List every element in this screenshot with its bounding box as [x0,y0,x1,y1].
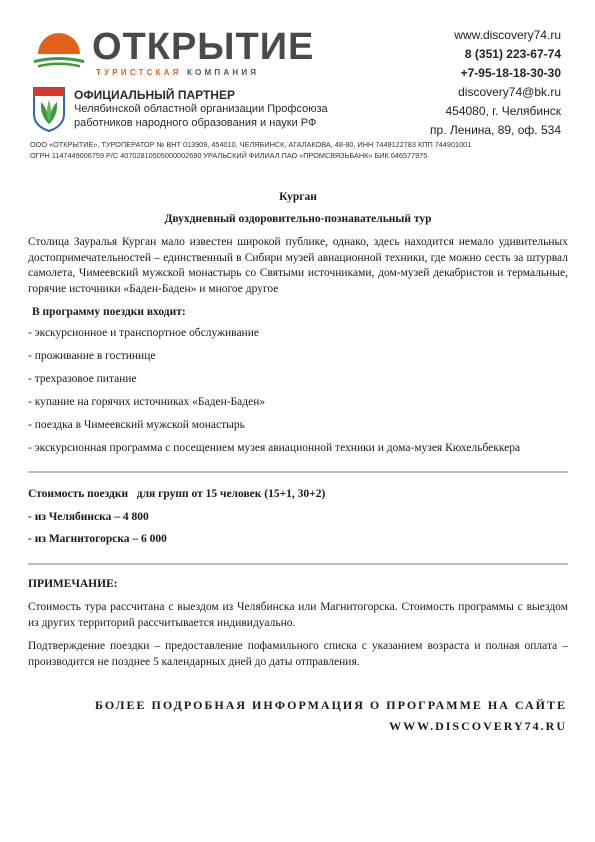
company-logo [30,24,330,82]
program-item: - экскурсионная программа с посещением музея авиационной техники и дома-музея Кюхельбеккера [28,442,521,454]
note-paragraph-2: Подтверждение поездки – предоставление пофамильного списка с указанием возраста и полная оплата – производится не позднее 5 календарных дней до даты отправления. [28,640,568,668]
footer-website-link[interactable]: WWW.DISCOVERY74.RU [389,719,567,733]
tour-subtitle: Двухдневный оздоровительно-познавательный тур [164,213,432,225]
footer-info-text: БОЛЕЕ ПОДРОБНАЯ ИНФОРМАЦИЯ О ПРОГРАММЕ НА САЙТЕ [94,698,567,712]
brand-tagline [96,68,259,78]
brand-name: ОТКРЫТИЕ [92,26,315,68]
partner-title: ОФИЦИАЛЬНЫЙ ПАРТНЕР [74,88,235,102]
partner-org-line2: работников народного образования и науки РФ [74,117,317,129]
program-item: - поездка в Чимеевский мужской монастырь [28,419,245,431]
sun-logo-icon [30,24,88,74]
contact-block [430,26,561,140]
note-paragraph-1: Стоимость тура рассчитана с выездом из Челябинска или Магнитогорска. Стоимость программы с выездом из других территорий рассчитывается индивидуально. [28,601,568,629]
email-link[interactable]: discovery74@bk.ru [458,85,561,99]
legal-requisites [30,140,570,161]
brand-tagline-part1: ТУРИСТСКАЯ [96,68,182,77]
legal-line-1: ООО «ОТКРЫТИЕ», ТУРОПЕРАТОР № ВНТ 013909, 454010, ЧЕЛЯБИНСК, АГАЛАКОВА, 48-80, ИНН 7449122783 КПП 744901001 [30,140,472,149]
address-street: пр. Ленина, 89, оф. 534 [430,123,561,137]
official-partner [30,86,370,134]
program-item: - купание на горячих источниках «Баден-Баден» [28,396,266,408]
address-city: 454080, г. Челябинск [445,104,561,118]
tour-description: Столица Зауралья Курган мало известен широкой публике, однако, здесь находится немало удивительных достопримечательностей – единственный в Сибири музей авиационной техники, где можно сесть за штурвал самолета, Чимеевский мужской монастырь со Святыми источниками, дом-музей декабристов и термальные, горячие источники «Баден-Баден» и многое другое [28,236,568,295]
website-link[interactable]: www.discovery74.ru [454,28,561,42]
partner-org-line1: Челябинской областной организации Профсоюза [74,103,328,115]
section-divider [28,471,568,473]
program-item: - экскурсионное и транспортное обслуживание [28,327,259,339]
tour-city-title: Курган [279,191,317,203]
union-emblem-icon [30,86,68,132]
brand-tagline-part2: КОМПАНИЯ [187,68,260,77]
pricing-heading: Стоимость поездки для групп от 15 человек (15+1, 30+2) [28,488,326,500]
section-divider [28,563,568,565]
price-chelyabinsk: - из Челябинска – 4 800 [28,511,149,523]
program-item: - проживание в гостинице [28,350,156,362]
phone-primary[interactable]: 8 (351) 223-67-74 [464,47,561,61]
price-magnitogorsk: - из Магнитогорска – 6 000 [28,533,167,545]
note-heading: ПРИМЕЧАНИЕ: [28,578,118,590]
phone-mobile[interactable]: +7-95-18-18-30-30 [460,66,561,80]
program-item: - трехразовое питание [28,373,137,385]
legal-line-2: ОГРН 1147449006759 Р/С 40702810505000002690 УРАЛЬСКИЙ ФИЛИАЛ ПАО «ПРОМСВЯЗЬБАНК» БИК 046577975 [30,150,428,160]
program-heading: В программу поездки входит: [32,306,186,318]
partner-organization [74,102,374,130]
